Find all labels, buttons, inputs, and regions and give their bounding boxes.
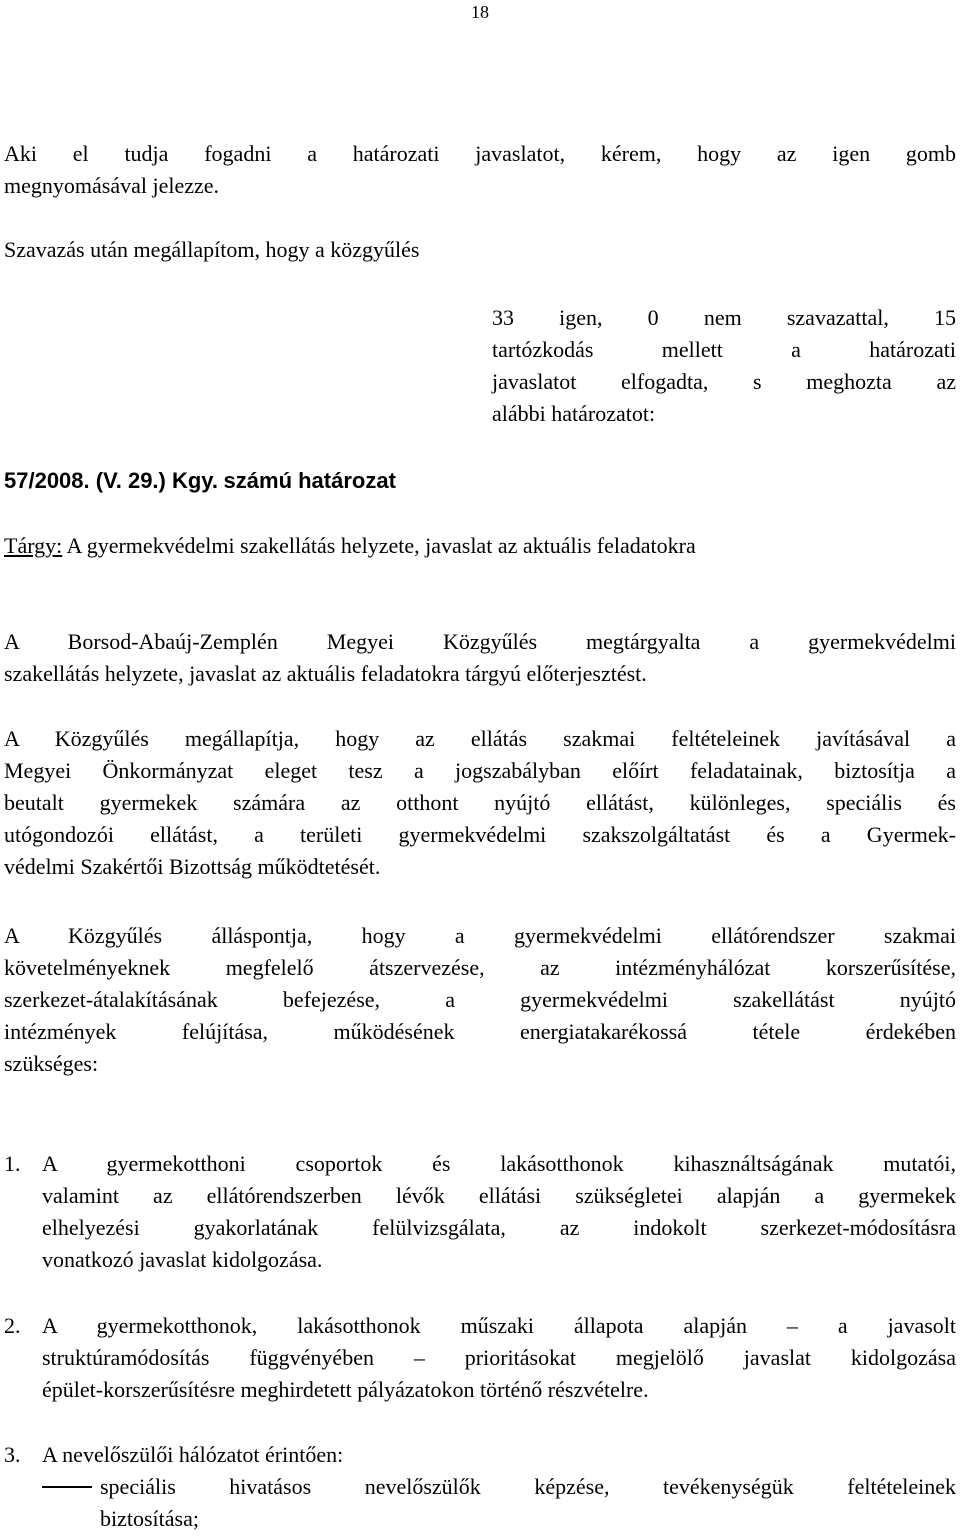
paragraph-line: védelmi Szakértői Bizottság működtetését. xyxy=(4,854,381,879)
list-item-number: 1. xyxy=(4,1151,21,1176)
subject-text: A gyermekvédelmi szakellátás helyzete, javaslat az aktuális feladatokra xyxy=(66,533,696,558)
subject-line xyxy=(4,530,956,562)
list-item xyxy=(42,1439,956,1471)
list-item-line: épület-korszerűsítésre meghirdetett pályázatokon történő részvételre. xyxy=(42,1377,649,1402)
paragraph-line: követelményeknek megfelelő átszervezése, az intézményhálózat korszerűsítése, xyxy=(4,955,956,980)
subject-label: Tárgy: xyxy=(4,533,63,558)
sub-list-item-line: speciális hivatásos nevelőszülők képzése, tevékenységük feltételeinek xyxy=(100,1474,956,1499)
list-item-line: A gyermekotthoni csoportok és lakásotthonok kihasználtságának mutatói, xyxy=(42,1151,956,1176)
list-item-line: struktúramódosítás függvényében – prioritásokat megjelölő javaslat kidolgozása xyxy=(42,1345,956,1370)
resolution-suffix: számú határozat xyxy=(223,468,396,493)
vote-result xyxy=(492,302,956,430)
paragraph-line: szerkezet-átalakításának befejezése, a gyermekvédelmi szakellátást nyújtó xyxy=(4,987,956,1012)
page-number: 18 xyxy=(471,2,489,22)
intro-paragraph xyxy=(4,138,956,202)
list-item-line: vonatkozó javaslat kidolgozása. xyxy=(42,1247,323,1272)
paragraph-line: szükséges: xyxy=(4,1051,99,1076)
paragraph-line: A Közgyűlés álláspontja, hogy a gyermekvédelmi ellátórendszer szakmai xyxy=(4,923,956,948)
paragraph-line: A Borsod-Abaúj-Zemplén Megyei Közgyűlés megtárgyalta a gyermekvédelmi xyxy=(4,629,956,654)
vote-label: Szavazás után megállapítom, hogy a közgyűlés xyxy=(4,237,420,262)
paragraph-line: Megyei Önkormányzat eleget tesz a jogszabályban előírt feladatainak, biztosítja a xyxy=(4,758,956,783)
paragraph-2 xyxy=(4,723,956,883)
intro-line: Aki el tudja fogadni a határozati javaslatot, kérem, hogy az igen gomb xyxy=(4,141,956,166)
paragraph-line: utógondozói ellátást, a területi gyermekvédelmi szakszolgáltatást és a Gyermek- xyxy=(4,822,956,847)
paragraph-line: A Közgyűlés megállapítja, hogy az ellátás szakmai feltételeinek javításával a xyxy=(4,726,956,751)
resolution-number xyxy=(4,465,956,497)
list-item-line: elhelyezési gyakorlatának felülvizsgálata, az indokolt szerkezet-módosításra xyxy=(42,1215,956,1240)
sub-list-item-line: biztosítása; xyxy=(100,1506,199,1531)
list-item xyxy=(42,1310,956,1406)
sub-list-item xyxy=(100,1471,956,1535)
list-item-line: valamint az ellátórendszerben lévők ellátási szükségletei alapján a gyermekek xyxy=(42,1183,956,1208)
paragraph-line: beutalt gyermekek számára az otthont nyújtó ellátást, különleges, speciális és xyxy=(4,790,956,815)
paragraph-line: intézmények felújítása, működésének energiatakarékossá tétele érdekében xyxy=(4,1019,956,1044)
vote-result-line: alábbi határozatot: xyxy=(492,401,656,426)
resolution-id: 57/2008. (V. 29.) Kgy. xyxy=(4,468,219,493)
list-item-line: A gyermekotthonok, lakásotthonok műszaki állapota alapján – a javasolt xyxy=(42,1313,956,1338)
list-item-line: A nevelőszülői hálózatot érintően: xyxy=(42,1442,344,1467)
dash-bullet xyxy=(42,1486,92,1488)
vote-result-line: 33 igen, 0 nem szavazattal, 15 xyxy=(492,305,956,330)
paragraph-1 xyxy=(4,626,956,690)
paragraph-3 xyxy=(4,920,956,1080)
vote-result-line: javaslatot elfogadta, s meghozta az xyxy=(492,369,956,394)
list-item-number: 2. xyxy=(4,1313,21,1338)
list-item xyxy=(42,1148,956,1276)
list-item-number: 3. xyxy=(4,1442,21,1467)
paragraph-line: szakellátás helyzete, javaslat az aktuális feladatokra tárgyú előterjesztést. xyxy=(4,661,647,686)
vote-result-line: tartózkodás mellett a határozati xyxy=(492,337,956,362)
intro-line: megnyomásával jelezze. xyxy=(4,173,220,198)
